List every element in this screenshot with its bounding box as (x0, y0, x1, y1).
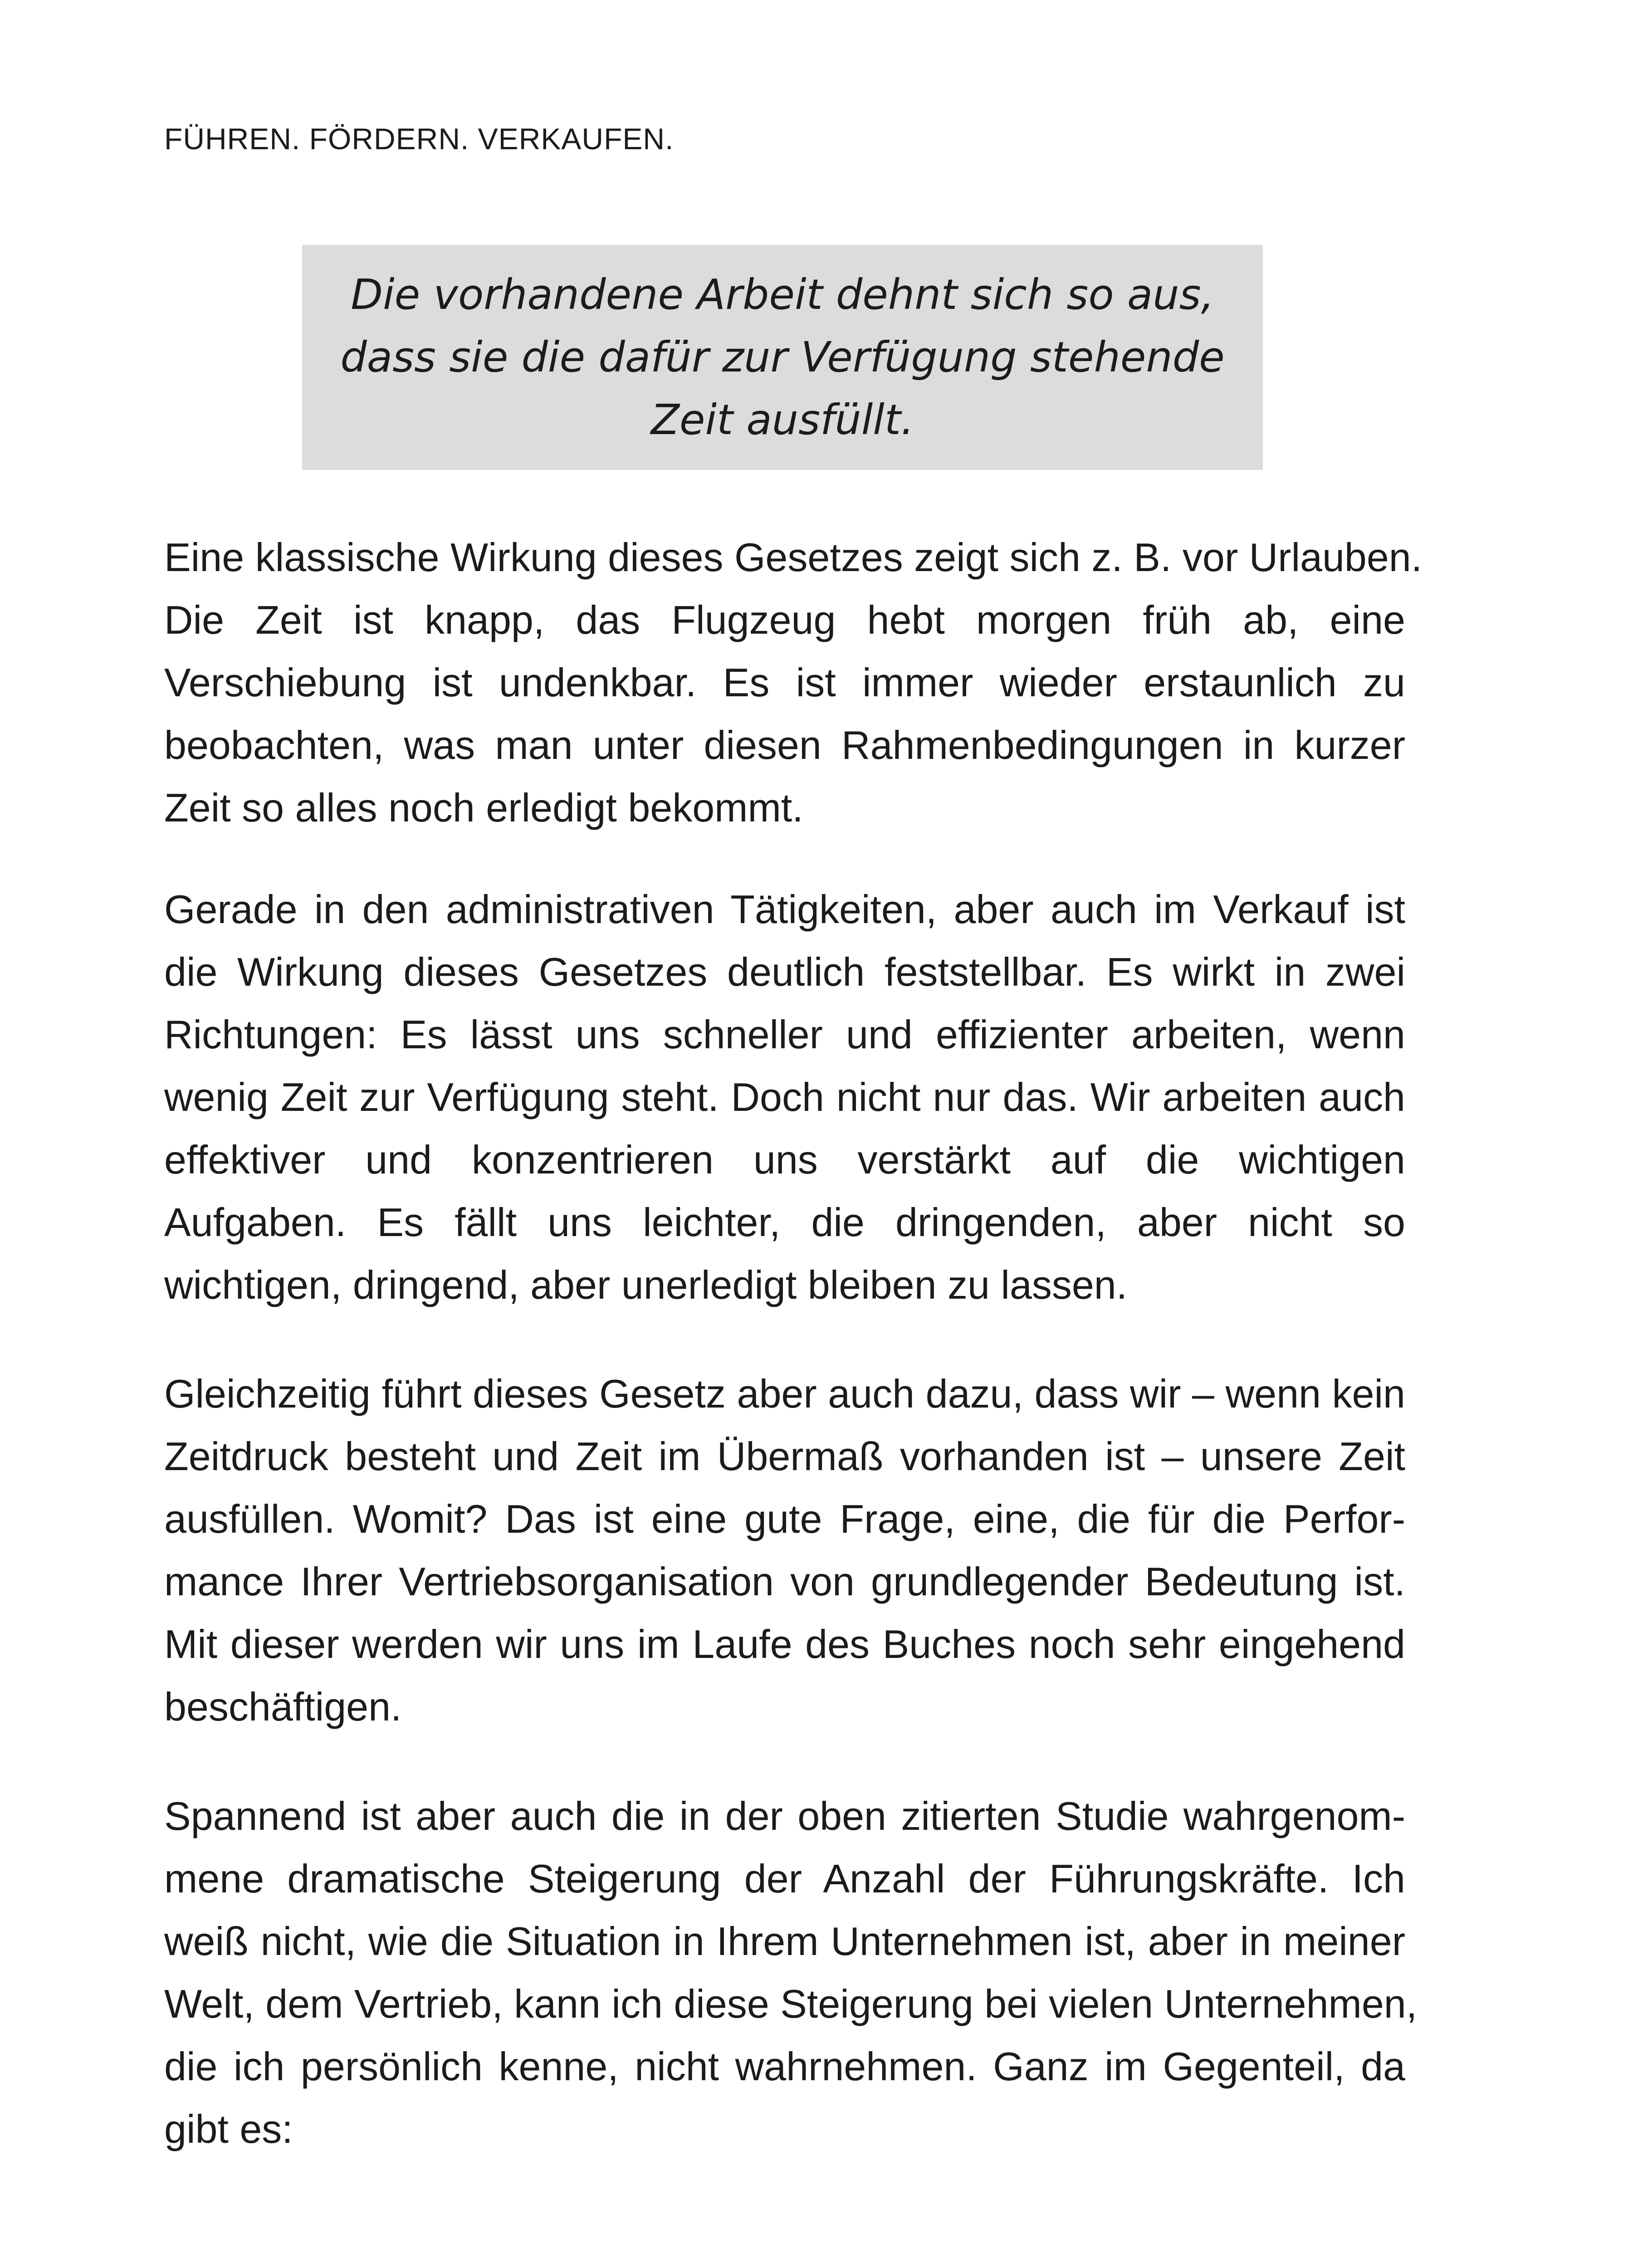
text-line: Richtungen: Es lässt uns schneller und effizienter arbeiten, wenn (164, 1012, 1405, 1057)
quote-line: Die vorhandene Arbeit dehnt sich so aus, (351, 270, 1214, 319)
text-line: wenig Zeit zur Verfügung steht. Doch nicht nur das. Wir arbeiten auch (164, 1075, 1405, 1119)
quote-text (340, 264, 1224, 451)
paragraph-4 (164, 1785, 1418, 2160)
text-line: Gleichzeitig führt dieses Gesetz aber auch dazu, dass wir – wenn kein (164, 1371, 1405, 1416)
text-line: Gerade in den administrativen Tätigkeiten, aber auch im Verkauf ist (164, 887, 1405, 932)
text-line: Zeit so alles noch erledigt bekommt. (164, 785, 803, 830)
text-line: beschäftigen. (164, 1684, 402, 1729)
text-line: wichtigen, dringend, aber unerledigt bleiben zu lassen. (164, 1262, 1128, 1307)
text-line: weiß nicht, wie die Situation in Ihrem Unternehmen ist, aber in meiner (164, 1919, 1405, 1964)
text-line: gibt es: (164, 2107, 293, 2151)
text-line: effektiver und konzentrieren uns verstärkt auf die wichtigen (164, 1137, 1405, 1182)
paragraph-3 (164, 1363, 1405, 1738)
quote-box (302, 245, 1263, 470)
text-line: Mit dieser werden wir uns im Laufe des Buches noch sehr eingehend (164, 1622, 1405, 1667)
text-line: beobachten, was man unter diesen Rahmenbedingungen in kurzer (164, 723, 1405, 767)
running-header: FÜHREN. FÖRDERN. VERKAUFEN. (164, 122, 674, 156)
text-line: Aufgaben. Es fällt uns leichter, die dringenden, aber nicht so (164, 1200, 1405, 1245)
text-line: Spannend ist aber auch die in der oben zitierten Studie wahrgenom- (164, 1794, 1405, 1838)
quote-line: dass sie die dafür zur Verfügung stehende (340, 333, 1225, 381)
text-line: Verschiebung ist undenkbar. Es ist immer wieder erstaunlich zu (164, 660, 1405, 705)
quote-line: Zeit ausfüllt. (650, 396, 914, 444)
paragraph-2 (164, 878, 1405, 1316)
text-line: Die Zeit ist knapp, das Flugzeug hebt morgen früh ab, eine (164, 597, 1405, 642)
text-line: ausfüllen. Womit? Das ist eine gute Frage, eine, die für die Perfor- (164, 1496, 1405, 1541)
text-line: die ich persönlich kenne, nicht wahrnehmen. Ganz im Gegenteil, da (164, 2044, 1405, 2089)
text-line: Zeitdruck besteht und Zeit im Übermaß vorhanden ist – unsere Zeit (164, 1434, 1405, 1479)
text-line: Welt, dem Vertrieb, kann ich diese Steigerung bei vielen Unternehmen, (164, 1981, 1418, 2026)
text-line: mene dramatische Steigerung der Anzahl der Führungskräfte. Ich (164, 1856, 1405, 1901)
text-line: die Wirkung dieses Gesetzes deutlich feststellbar. Es wirkt in zwei (164, 949, 1405, 994)
paragraph-1 (164, 526, 1423, 839)
text-line: Eine klassische Wirkung dieses Gesetzes zeigt sich z. B. vor Urlauben. (164, 535, 1423, 580)
text-line: mance Ihrer Vertriebsorganisation von grundlegender Bedeutung ist. (164, 1559, 1405, 1604)
